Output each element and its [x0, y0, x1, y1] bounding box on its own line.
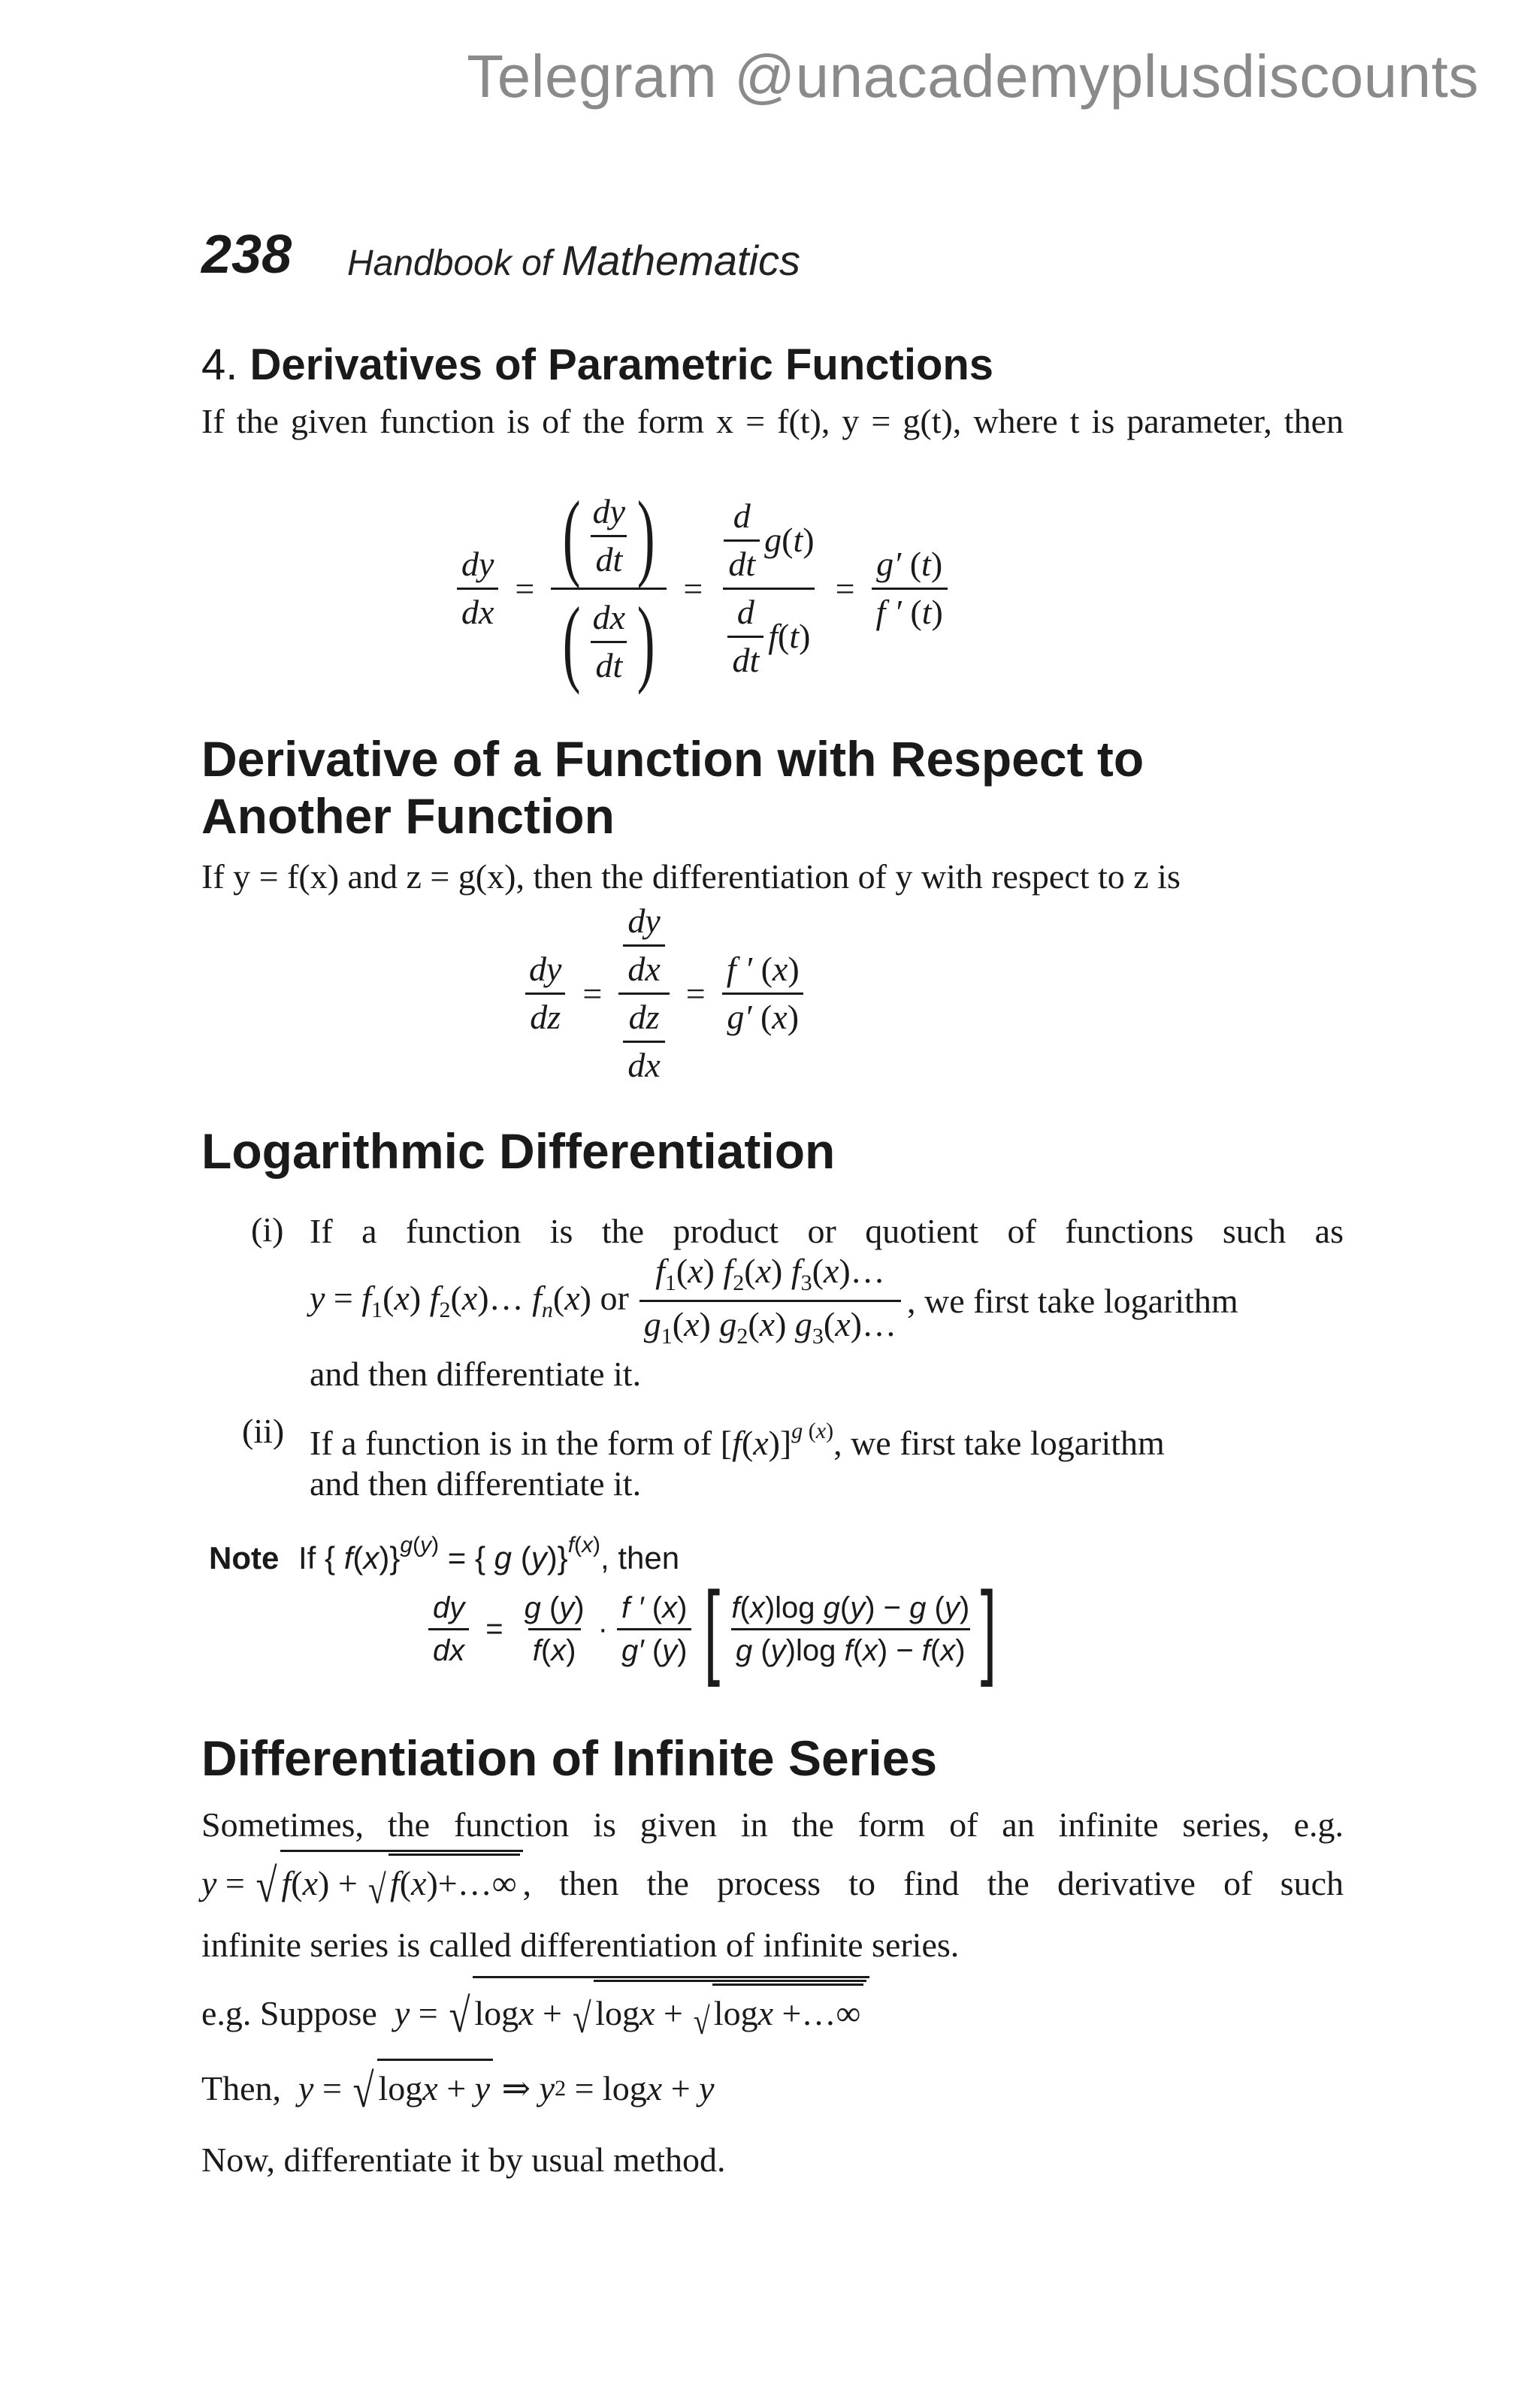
then-line: Then, y = √ log x + y ⇒ y 2 = log x + y [201, 2059, 715, 2115]
item-ii-line-1: If a function is in the form of $[f(x)]^{g (x)}$, we first take logarithm [310, 1419, 1165, 1462]
page-number: 238 [201, 225, 292, 285]
watermark-text: Telegram @unacademyplusdiscounts [467, 43, 1479, 110]
infinite-series-line-1: Sometimes, the function is given in the form of an infinite series, e.g. [201, 1805, 1344, 1844]
item-ii-text-a: If a function is in the form of [310, 1424, 712, 1462]
parametric-number: 4. [201, 340, 238, 389]
heading-line-2: Another Function [201, 788, 615, 844]
item-ii-line-2: and then differentiate it. [310, 1464, 642, 1503]
nested-sqrt-example: √ f ( x ) + √ f ( x )+…∞ [253, 1850, 522, 1910]
item-i-line-1: If a function is the product or quotient of functions such as [310, 1212, 1344, 1250]
note-text-b: , then [600, 1540, 680, 1576]
section-heading-infinite-series: Differentiation of Infinite Series [201, 1730, 938, 1786]
item-i-formula-line: $y = f_1(x)$ $f_2(x)\dots$ $f_n(x)$ or $\frac{f_1(x) f_2(x) f_3(x)\dots}{g_1(x) g_2(x) g_3(x)\dots}$ , we first take logarithm [310, 1252, 1238, 1349]
section-heading-logarithmic: Logarithmic Differentiation [201, 1123, 836, 1179]
eg-prefix: e.g. Suppose [201, 1994, 377, 2032]
heading-line-1: Derivative of a Function with Respect to [201, 731, 1144, 787]
section-heading-function-wrt-function [201, 730, 1144, 844]
parametric-text: If the given function is of the form x = f(t), y = g(t), where t is parameter, then [201, 402, 1344, 440]
book-title-prefix: Handbook of [347, 243, 552, 283]
final-line: Now, differentiate it by usual method. [201, 2141, 726, 2179]
item-ii-text-b: , we first take logarithm [833, 1424, 1165, 1462]
item-ii-label: (ii) [242, 1412, 285, 1450]
note-label: Note [209, 1540, 280, 1576]
parametric-title: Derivatives of Parametric Functions [249, 340, 994, 389]
infinite-series-line-2-tail: , then the process to find the derivative of such [522, 1864, 1344, 1902]
suppose-line: e.g. Suppose y = √ log x + √ log x + √ log x +…∞ [201, 1976, 869, 2040]
note-line: Note If { f(x)}$^{g(y)}$ = { g (y)}$^{f(x)}$, then [209, 1533, 680, 1576]
parametric-equation: $\frac{dy}{dx}$ = ( $\frac{dy}{dt}$ ) ( $\frac{dx}{dt}$ ) = $\frac{d}{dt}$ g ( t ) $\frac{d}{dt}$ f ( t ) = $\frac{g' (t)}{f ' (t)}$ [451, 487, 954, 690]
parametric-subheading [201, 340, 993, 390]
book-title [347, 236, 800, 285]
item-i-line-3: and then differentiate it. [310, 1355, 642, 1393]
infinite-series-line-3: infinite series is called differentiation of infinite series. [201, 1926, 960, 1964]
note-equation: $\frac{dy}{dx}$ = $\frac{g (y)}{f(x)}$ · $\frac{f ' (x)}{g' (y)}$ [ $\frac{\text{f(x)log g(y) − g (y)}}{\text{g (y)log f(x) − f(x)}}$ ] [422, 1576, 1003, 1681]
book-title-main: Mathematics [561, 237, 800, 284]
function-wrt-function-equation: $\frac{dy}{dz}$ = $\frac{\frac{dy}{dx}}{\frac{dz}{dx}}$ = $\frac{f ' (x)}{g' (x)}$ [519, 902, 810, 1086]
item-i-label: (i) [251, 1210, 284, 1249]
note-text-a: If [298, 1540, 316, 1576]
item-i-tail: , we first take logarithm [907, 1281, 1238, 1320]
infinite-series-line-2: y = √ f ( x ) + √ f ( x )+…∞ , then the process to find the derivative of such [201, 1850, 1344, 1910]
function-wrt-function-text: If y = f(x) and z = g(x), then the differentiation of y with respect to z is [201, 857, 1181, 896]
then-prefix: Then, [201, 2069, 282, 2107]
